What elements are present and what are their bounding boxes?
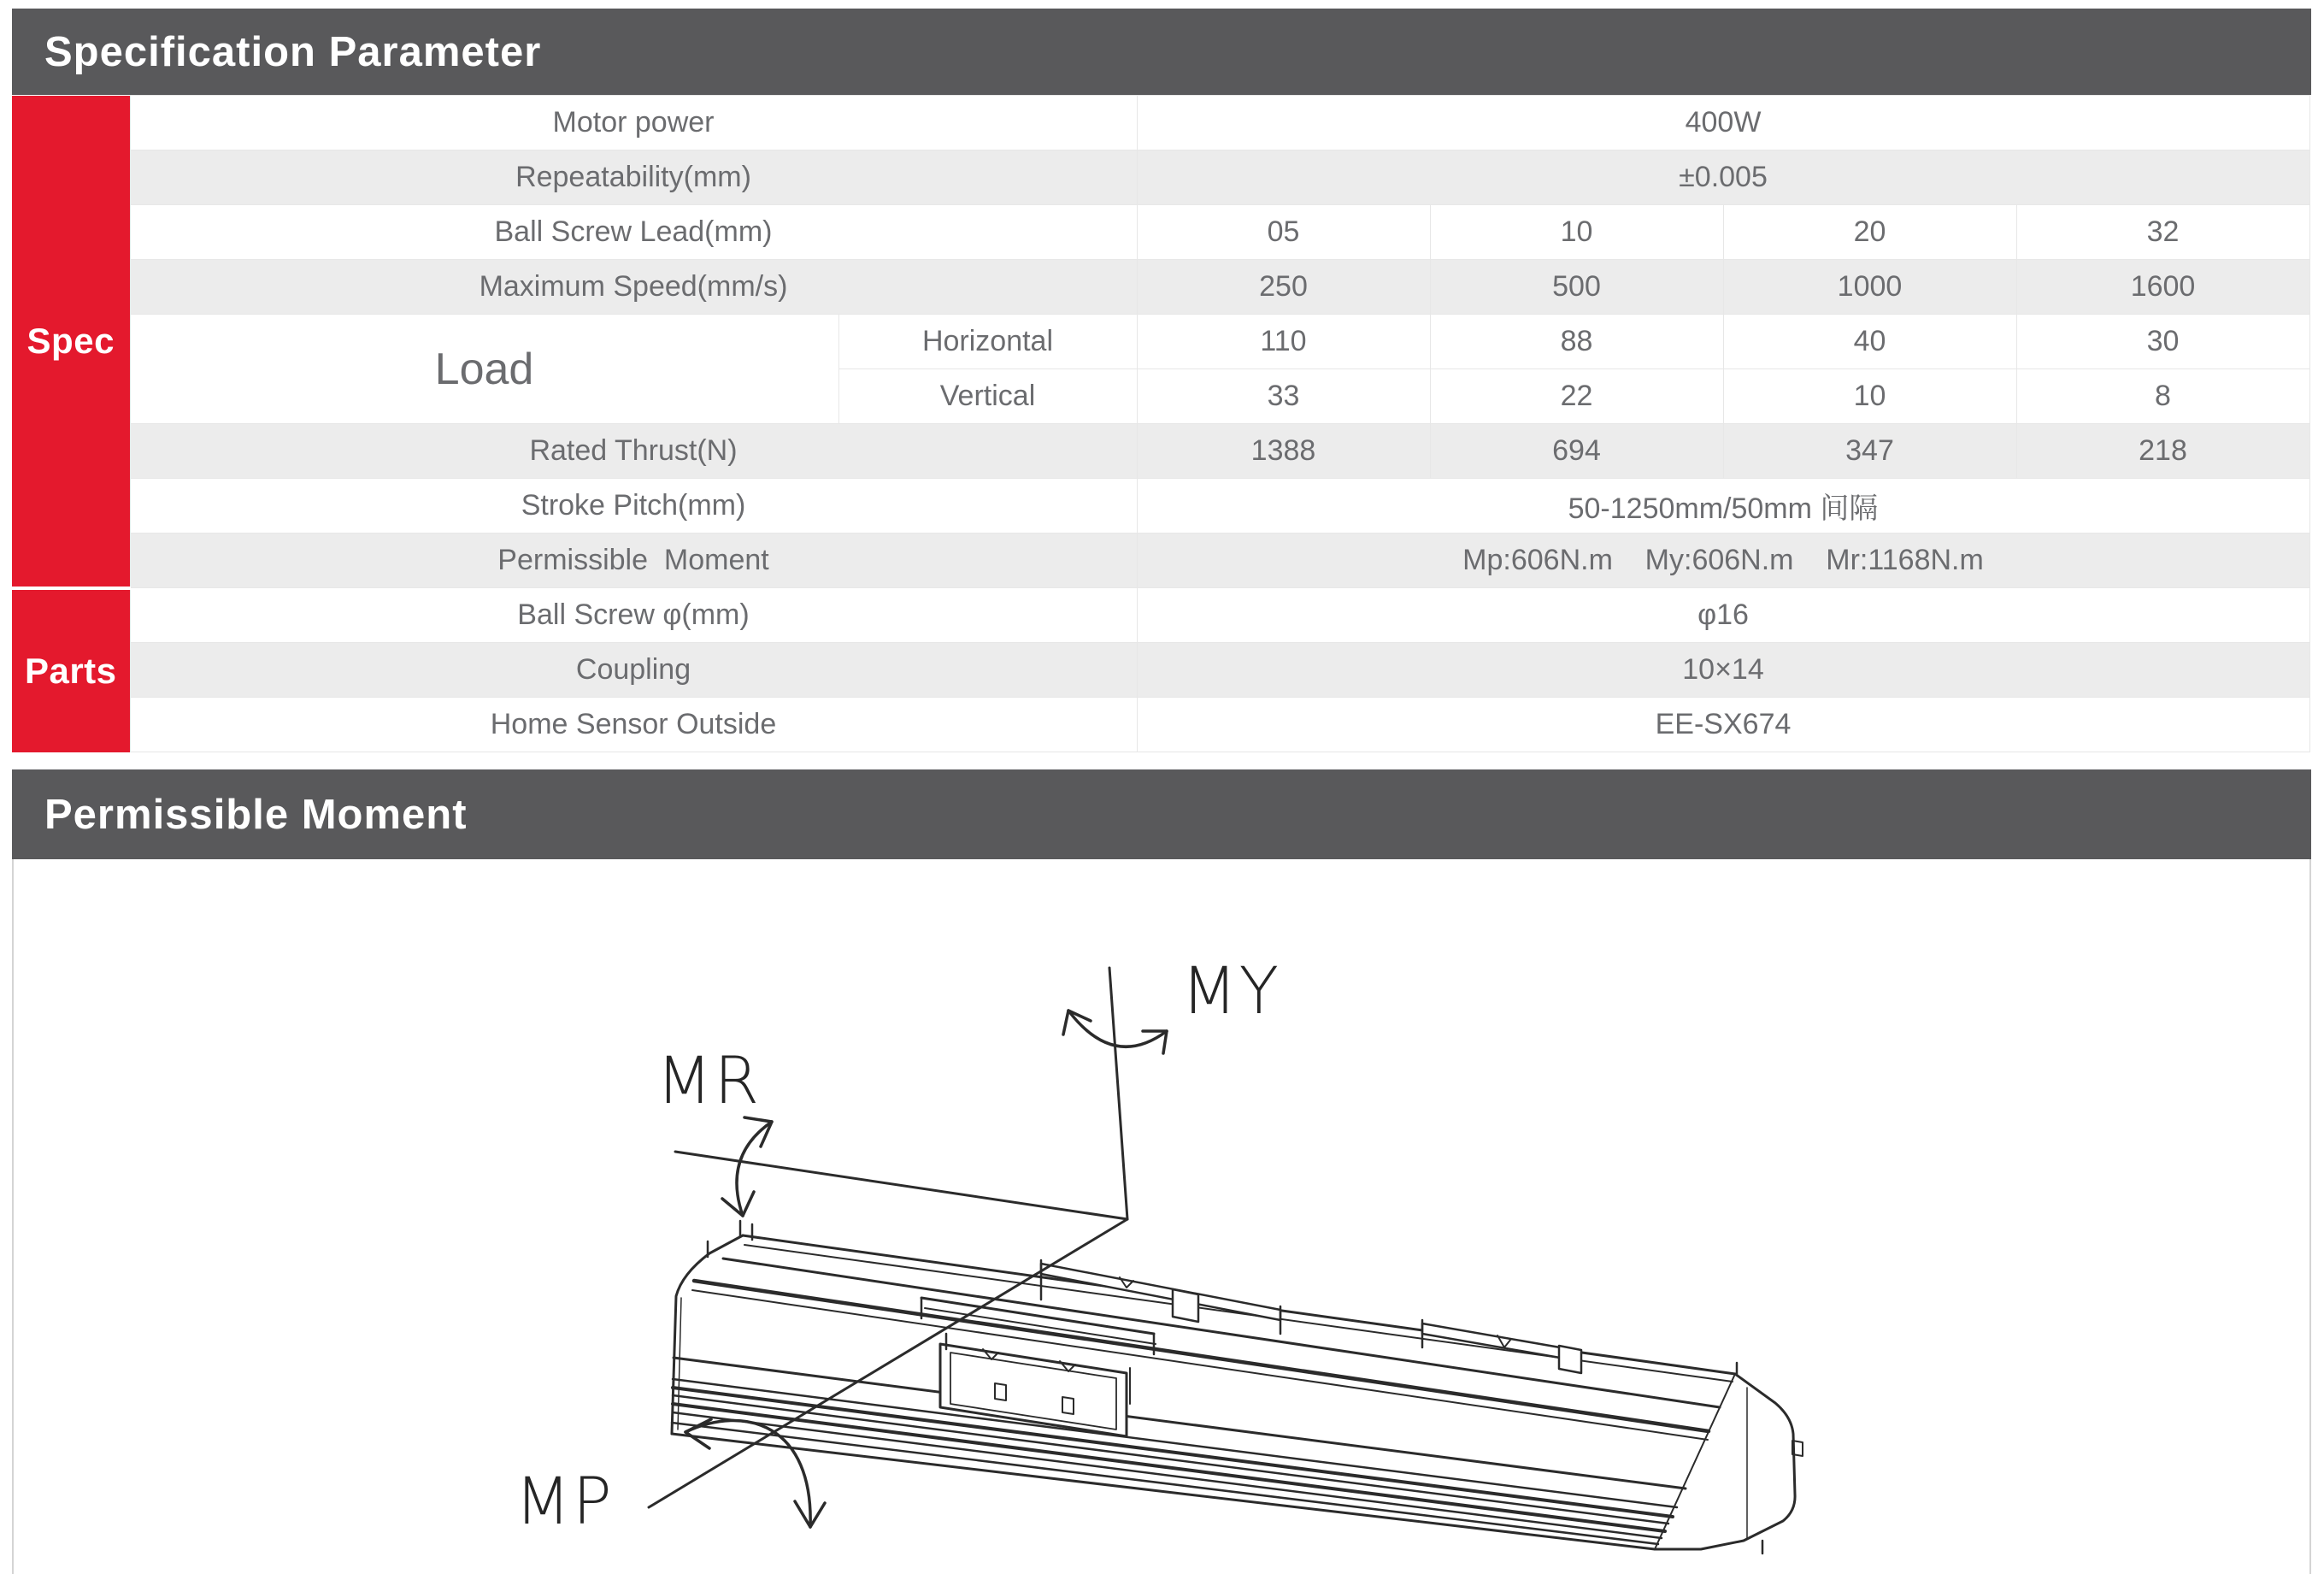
row-label: Rated Thrust(N) [130,424,1137,479]
table-row-repeatability [12,150,2309,205]
table-row-ball-screw-dia [12,588,2309,643]
row-label: Ball Screw Lead(mm) [130,205,1137,260]
rail-body [672,1235,1735,1549]
row-value: Mp:606N.m My:606N.m Mr:1168N.m [1137,534,2309,588]
actuator-moment-diagram [0,859,2324,1574]
sensor-strip-right [1422,1320,1581,1373]
moment-section-header-bar [12,769,2311,859]
table-row-home-sensor [12,698,2309,752]
sidebar-spec-label: Spec [12,96,130,588]
row-value: 32 [2016,205,2309,260]
row-value: 50-1250mm/50mm 间隔 [1137,479,2309,534]
row-value: 347 [1723,424,2016,479]
row-value: 250 [1137,260,1430,315]
row-value: φ16 [1137,588,2309,643]
row-value: 400W [1137,96,2309,150]
table-row-permissible-moment [12,534,2309,588]
row-sublabel: Vertical [838,369,1137,424]
table-row-rated-thrust [12,424,2309,479]
row-value: EE-SX674 [1137,698,2309,752]
row-value: 33 [1137,369,1430,424]
row-value: 22 [1430,369,1723,424]
table-row-coupling [12,643,2309,698]
spec-section-header-bar [12,9,2311,95]
row-value: 218 [2016,424,2309,479]
row-value: ±0.005 [1137,150,2309,205]
row-value: 1600 [2016,260,2309,315]
row-label-load: Load [130,315,838,424]
spec-table [12,95,2310,752]
row-label: Ball Screw φ(mm) [130,588,1137,643]
row-label: Coupling [130,643,1137,698]
mr-axis-label: MR [656,1042,762,1118]
row-label: Home Sensor Outside [130,698,1137,752]
row-value: 8 [2016,369,2309,424]
row-value: 05 [1137,205,1430,260]
rail-right-end-cap [1655,1363,1803,1553]
table-row-maximum-speed [12,260,2309,315]
row-label: Permissible Moment [130,534,1137,588]
table-row-stroke-pitch [12,479,2309,534]
row-value: 110 [1137,315,1430,369]
row-value: 1000 [1723,260,2016,315]
table-row-load-horizontal [12,315,2309,369]
my-axis-label: MY [1181,952,1280,1029]
row-value: 88 [1430,315,1723,369]
rail-left-end-cap [672,1221,752,1434]
row-label: Maximum Speed(mm/s) [130,260,1137,315]
row-label: Motor power [130,96,1137,150]
row-value: 10 [1723,369,2016,424]
row-value: 10×14 [1137,643,2309,698]
spec-section-title: Specification Parameter [44,28,542,75]
row-sublabel: Horizontal [838,315,1137,369]
row-value: 40 [1723,315,2016,369]
table-row-ball-screw-lead [12,205,2309,260]
row-value: 500 [1430,260,1723,315]
mr-axis-line [675,1152,1127,1219]
table-row-motor-power [12,96,2309,150]
row-value: 20 [1723,205,2016,260]
mp-axis-label: MP [515,1463,614,1539]
sidebar-parts-label: Parts [12,588,130,752]
row-value: 30 [2016,315,2309,369]
moment-section-title: Permissible Moment [44,791,468,838]
row-value: 694 [1430,424,1723,479]
row-label: Stroke Pitch(mm) [130,479,1137,534]
mr-rotation-arrow [722,1117,772,1216]
my-axis-line [1109,968,1127,1219]
row-value: 1388 [1137,424,1430,479]
row-value: 10 [1430,205,1723,260]
row-label: Repeatability(mm) [130,150,1137,205]
